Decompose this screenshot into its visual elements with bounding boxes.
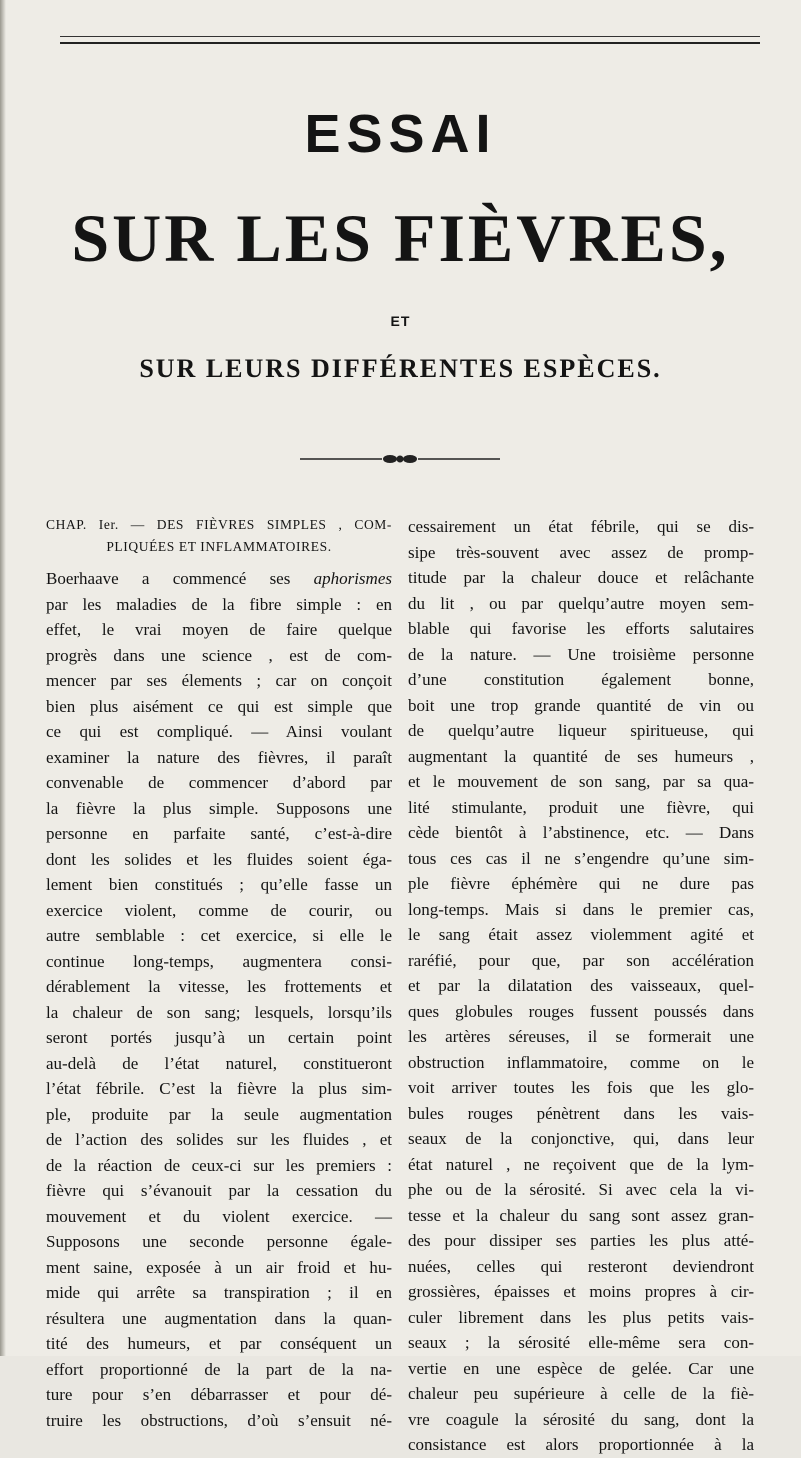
text-line: de quelqu’autre liqueur spiritueuse, qui bbox=[408, 721, 754, 740]
text-line: Supposons une seconde personne égale- bbox=[46, 1232, 392, 1251]
text-line: ment saine, exposée à un air froid et hu- bbox=[46, 1257, 392, 1277]
text-line: culer librement dans les plus petits vais- bbox=[408, 1307, 754, 1327]
text-line: ture pour s’en débarrasser et pour dé- bbox=[46, 1385, 392, 1404]
text-line: long-temps. Mais si dans le premier cas, bbox=[408, 899, 754, 919]
title-conjunction: ET bbox=[390, 313, 411, 329]
text-line: personne en parfaite santé, c’est-à-dire bbox=[46, 824, 392, 843]
title-essai: ESSAI bbox=[304, 104, 497, 164]
text-line: des pour dissiper ses parties les plus atté- bbox=[408, 1231, 754, 1250]
text-line: la chaleur de son sang; lesquels, lorsqu’ils bbox=[46, 1002, 392, 1022]
text-line: vre coagule la sérosité du sang, dont la bbox=[408, 1409, 754, 1429]
text-line: et le mouvement de son sang, par sa qua- bbox=[408, 772, 754, 791]
text-line: grossières, épaisses et moins propres à cir- bbox=[408, 1282, 754, 1301]
text-line: augmentant la quantité de ses humeurs , bbox=[408, 746, 754, 766]
text-line: lement bien constitués ; qu’elle fasse un bbox=[46, 875, 392, 894]
text-line: obstruction inflammatoire, comme on le bbox=[408, 1052, 754, 1072]
text-line: nuées, celles qui resteront deviendront bbox=[408, 1256, 754, 1276]
text-line: résultera une augmentation dans la quan- bbox=[46, 1308, 392, 1328]
text-line: mouvement et du violent exercice. — bbox=[46, 1206, 392, 1226]
text-line: tous ces cas il ne s’engendre qu’une sim- bbox=[408, 848, 754, 868]
text-line: au-delà de l’état naturel, constitueront bbox=[46, 1053, 392, 1073]
text-line: exercice violent, comme de courir, ou bbox=[46, 900, 392, 920]
left-column-text bbox=[46, 566, 392, 1433]
right-column-text bbox=[408, 514, 754, 1458]
text-line: les artères séreuses, il se formerait une bbox=[408, 1027, 754, 1046]
text-line: bien plus aisément ce qui est simple que bbox=[46, 696, 392, 716]
text-line: ques globules rouges fussent poussés dans bbox=[408, 1001, 754, 1021]
text-line: lité stimulante, produit une fièvre, qui bbox=[408, 797, 754, 817]
text-line: cessairement un état fébrile, qui se dis- bbox=[408, 517, 754, 536]
top-rule bbox=[60, 36, 760, 44]
chapter-heading-line1: CHAP. Ier. — DES FIÈVRES SIMPLES , COM- bbox=[46, 517, 392, 532]
left-column bbox=[46, 514, 392, 1433]
emphasis-aphorismes: aphorismes bbox=[313, 569, 392, 588]
text-line: titude par la chaleur douce et relâchante bbox=[408, 568, 754, 587]
text-line: vertie en une espèce de gelée. Car une bbox=[408, 1358, 754, 1378]
text-line: seaux ; la sérosité elle-même sera con- bbox=[408, 1333, 754, 1352]
text-line: du lit , ou par quelqu’autre moyen sem- bbox=[408, 593, 754, 613]
text-line: ple fièvre éphémère qui ne dure pas bbox=[408, 874, 754, 893]
title-fievres: SUR LES FIÈVRES, bbox=[71, 200, 730, 276]
text-line: sipe très-souvent avec assez de promp- bbox=[408, 542, 754, 562]
text-line: blable qui favorise les efforts salutaires bbox=[408, 619, 754, 638]
text-line: par les maladies de la fibre simple : en bbox=[46, 594, 392, 614]
text-line: le sang était assez violemment agité et bbox=[408, 925, 754, 944]
text-line: autre semblable : cet exercice, si elle le bbox=[46, 926, 392, 945]
text-line: l’état fébrile. C’est la fièvre la plus sim- bbox=[46, 1079, 392, 1098]
text-line: fièvre qui s’évanouit par la cessation du bbox=[46, 1181, 392, 1200]
text-line: dérablement la vitesse, les frottements et bbox=[46, 977, 392, 996]
text-line: la fièvre la plus simple. Supposons une bbox=[46, 798, 392, 818]
right-column bbox=[408, 514, 754, 1458]
text-line: boit une trop grande quantité de vin ou bbox=[408, 695, 754, 715]
text-line: Boerhaave a commencé ses aphorismes bbox=[46, 569, 392, 588]
text-line: seront portés jusqu’à un certain point bbox=[46, 1028, 392, 1047]
text-line: truire les obstructions, d’où s’ensuit né- bbox=[46, 1410, 392, 1430]
text-line: dont les solides et les fluides soient éga- bbox=[46, 849, 392, 869]
chapter-heading-line2: PLIQUÉES ET INFLAMMATOIRES. bbox=[106, 539, 332, 554]
text-line: raréfié, pour que, par son accélération bbox=[408, 950, 754, 970]
text-line: et par la dilatation des vaisseaux, quel- bbox=[408, 976, 754, 995]
text-line: état naturel , ne reçoivent que de la lym- bbox=[408, 1154, 754, 1174]
text-line: progrès dans une science , est de com- bbox=[46, 645, 392, 665]
text-line: tesse et la chaleur du sang sont assez gran- bbox=[408, 1205, 754, 1225]
text-line: effort proportionné de la part de la na- bbox=[46, 1359, 392, 1379]
ornament-divider bbox=[300, 452, 500, 466]
text-line: examiner la nature des fièvres, il paraît bbox=[46, 747, 392, 767]
text-line: d’une constitution également bonne, bbox=[408, 670, 754, 689]
title-especes: SUR LEURS DIFFÉRENTES ESPÈCES. bbox=[139, 354, 662, 383]
text-line: chaleur peu supérieure à celle de la fiè- bbox=[408, 1384, 754, 1403]
text-line: de la réaction de ceux-ci sur les premiers : bbox=[46, 1155, 392, 1175]
text-line: continue long-temps, augmentera consi- bbox=[46, 951, 392, 971]
text-line: tité des humeurs, et par conséquent un bbox=[46, 1334, 392, 1353]
text-line: seaux de la conjonctive, qui, dans leur bbox=[408, 1129, 754, 1148]
text-line: de la nature. — Une troisième personne bbox=[408, 644, 754, 664]
text-line: ple, produite par la seule augmentation bbox=[46, 1104, 392, 1124]
text-line: phe ou de la sérosité. Si avec cela la vi- bbox=[408, 1180, 754, 1199]
text-line: consistance est alors proportionnée à la bbox=[408, 1435, 754, 1454]
text-line: de l’action des solides sur les fluides , et bbox=[46, 1130, 392, 1149]
text-line: mide qui arrête sa transpiration ; il en bbox=[46, 1283, 392, 1302]
text-line: voit arriver toutes les fois que les glo- bbox=[408, 1078, 754, 1097]
text-line: effet, le vrai moyen de faire quelque bbox=[46, 620, 392, 639]
text-line: cède bientôt à l’abstinence, etc. — Dans bbox=[408, 823, 754, 842]
text-line: convenable de commencer d’abord par bbox=[46, 773, 392, 792]
text-line: bules rouges pénètrent dans les vais- bbox=[408, 1103, 754, 1123]
text-line: ce qui est compliqué. — Ainsi voulant bbox=[46, 722, 392, 741]
text-line: mencer par ses élements ; car on conçoit bbox=[46, 671, 392, 690]
